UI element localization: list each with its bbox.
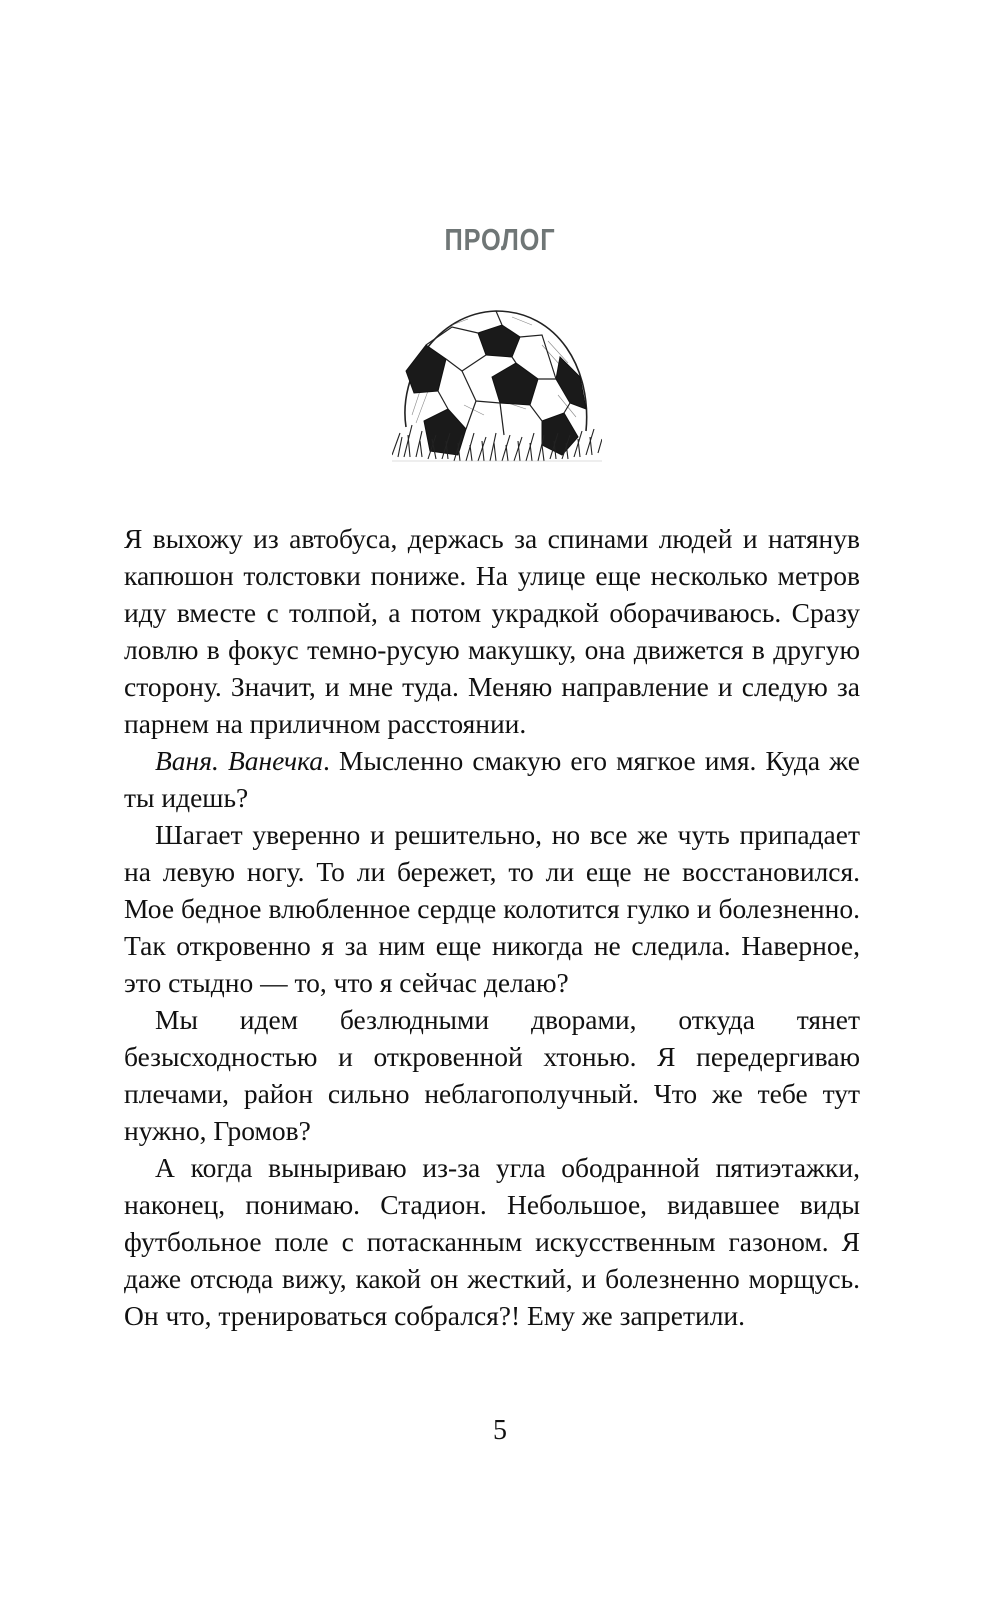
paragraph-2: [124, 742, 860, 816]
paragraph-1: Я выхожу из автобуса, держась за спинами людей и натянув капюшон толстовки пониже. На улице еще несколько метров иду вместе с толпой, а потом украдкой оборачиваюсь. Сразу ловлю в фокус темно-русую макушку, она движется в другую сторону. Значит, и мне туда. Меняю направление и следую за парнем на приличном расстоянии.: [124, 523, 860, 739]
paragraph-3: Шагает уверенно и решительно, но все же чуть припадает на левую ногу. То ли бережет, то ли еще не восстановился. Мое бедное влюбленное сердце колотится гулко и болезненно. Так откровенно я за ним еще никогда не следила. Наверное, это стыдно — то, что я сейчас делаю?: [124, 819, 860, 998]
page-number: 5: [493, 1415, 507, 1446]
prologue-text: [124, 520, 860, 1334]
italic-name: Ваня. Ванечка: [155, 745, 324, 776]
paragraph-4: Мы идем безлюдными дворами, откуда тянет безысходностью и откровенной хтонью. Я передергиваю плечами, район сильно неблагополучный. Что же тебе тут нужно, Громов?: [124, 1004, 860, 1146]
soccer-ball-icon: [392, 305, 602, 475]
chapter-title: ПРОЛОГ: [444, 222, 556, 257]
paragraph-2-text: . Мысленно смакую его мягкое имя. Куда же ты идешь?: [124, 745, 860, 813]
paragraph-5: А когда выныриваю из-за угла ободранной пятиэтажки, наконец, понимаю. Стадион. Небольшое, видавшее виды футбольное поле с потасканным искусственным газоном. Я даже отсюда вижу, какой он жесткий, и болезненно морщусь. Он что, тренироваться собрался?! Ему же запретили.: [124, 1152, 860, 1331]
